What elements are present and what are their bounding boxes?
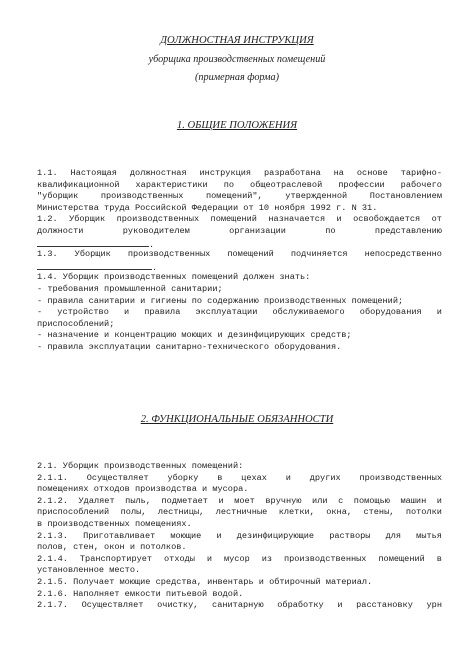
- form-note: (примерная форма): [195, 72, 279, 83]
- word: "уборщик: [37, 191, 79, 202]
- word: Уборщик: [74, 249, 111, 260]
- word: уборку: [167, 472, 199, 483]
- word: растворы: [329, 530, 371, 541]
- word: моющие: [170, 530, 202, 541]
- word: мытья: [416, 530, 442, 541]
- word: из: [261, 553, 273, 564]
- word: представлению: [374, 225, 442, 236]
- word: машин: [400, 495, 427, 506]
- word: квалификационной: [37, 179, 120, 190]
- word: основе: [356, 168, 388, 178]
- paragraph-line: [37, 180, 442, 192]
- paragraph-line: в производственных помещениях.: [37, 518, 192, 529]
- word: пыль,: [125, 495, 151, 506]
- word: Настоящая: [70, 168, 117, 178]
- word: утвержденной: [285, 191, 348, 202]
- word: организации: [229, 225, 286, 236]
- word: санитарную: [212, 600, 264, 611]
- word: 2.1.7.: [37, 600, 68, 611]
- list-item: - требования промышленной санитарии;: [37, 283, 223, 294]
- word: помещений: [210, 214, 257, 225]
- word: от: [431, 214, 442, 225]
- word: 2.1.2.: [37, 495, 68, 506]
- word: моет: [234, 495, 255, 506]
- word: Уборщик: [69, 214, 106, 225]
- list-item: приспособлений;: [37, 318, 115, 329]
- list-item: - назначение и концентрацию моющих и дезинфицирующих средств;: [37, 330, 352, 341]
- word: клетки,: [278, 507, 315, 518]
- document-title: ДОЛЖНОСТНАЯ ИНСТРУКЦИЯ: [160, 35, 314, 46]
- word: разработана: [264, 168, 321, 178]
- word: помещений",: [205, 191, 263, 202]
- list-item: - правила санитарии и гигиены по содержанию производственных помещений;: [37, 295, 404, 306]
- paragraph-line: [37, 226, 442, 238]
- paragraph-line: 2.1.6. Наполняет емкости питьевой водой.: [37, 588, 244, 599]
- word: на: [333, 168, 344, 178]
- word: тарифно-: [400, 168, 442, 178]
- word: и: [218, 495, 224, 506]
- word: и: [436, 495, 442, 506]
- list-item: [37, 307, 442, 319]
- word: Осуществляет: [86, 472, 149, 483]
- word: 2.1.4.: [37, 553, 68, 564]
- word: помощью: [353, 495, 390, 506]
- word: 1.3.: [37, 249, 58, 260]
- paragraph-line: [37, 531, 442, 543]
- word: с: [338, 495, 344, 506]
- word: и: [436, 307, 442, 318]
- word: обработку: [277, 600, 324, 611]
- word: Осуществляет: [81, 600, 144, 611]
- section-heading-general: 1. ОБЩИЕ ПОЛОЖЕНИЯ: [176, 120, 298, 131]
- word: 2.1.1.: [37, 472, 68, 483]
- word: отходы: [164, 553, 195, 564]
- word: очистку,: [157, 600, 199, 611]
- paragraph-line: [37, 191, 442, 203]
- word: в: [436, 553, 442, 564]
- word: в: [217, 472, 223, 483]
- word: производственных: [127, 249, 211, 260]
- word: 1.1.: [37, 168, 58, 178]
- word: помещений: [378, 553, 425, 564]
- word: полы,: [120, 507, 147, 518]
- word: цехах: [241, 472, 267, 483]
- paragraph-line: 2.1. Уборщик производственных помещений:: [37, 461, 244, 471]
- paragraph-line: Министерства труда Российской Федерации от 10 ноября 1992 г. N 31.: [37, 202, 378, 213]
- word: должностная: [129, 168, 187, 178]
- word: 1.2.: [37, 214, 58, 225]
- word: правила: [144, 307, 181, 318]
- word: дезинфицирующие: [236, 530, 315, 541]
- word: производственных: [359, 472, 442, 483]
- paragraph-line: 2.1.5. Получает моющие средства, инвентарь и обтирочный материал.: [37, 576, 373, 587]
- word: общеотраслевой: [250, 179, 323, 190]
- word: и: [123, 307, 130, 318]
- word: лестничные: [215, 507, 268, 518]
- word: Удаляет: [78, 495, 115, 506]
- word: освобождается: [353, 214, 421, 225]
- word: стены,: [363, 507, 395, 518]
- word: производственных: [116, 214, 200, 225]
- word: руководителем: [122, 225, 190, 236]
- paragraph-line: [37, 168, 442, 180]
- word: окна,: [326, 507, 353, 518]
- word: Постановлением: [369, 191, 442, 202]
- word: 2.1.3.: [37, 530, 68, 541]
- section-body-general: [37, 168, 442, 354]
- word: устройство: [57, 307, 109, 318]
- word: вручную: [265, 495, 302, 506]
- word: обслуживаемого: [272, 307, 345, 318]
- paragraph-line: [37, 214, 442, 226]
- word: назначается: [268, 214, 326, 225]
- paragraph-line: [37, 473, 442, 485]
- word: Транспортирует: [79, 553, 153, 564]
- word: профессии: [338, 179, 385, 190]
- word: оборудования: [359, 307, 422, 318]
- word: и: [285, 472, 291, 483]
- list-item: - правила эксплуатации санитарно-технического оборудования.: [37, 341, 342, 352]
- word: должности: [37, 225, 84, 236]
- word: рабочего: [400, 179, 442, 190]
- paragraph-line: [37, 600, 442, 612]
- paragraph-line: .: [37, 238, 442, 250]
- word: урн: [426, 600, 442, 611]
- word: инструкция: [199, 168, 252, 178]
- word: -: [37, 307, 43, 318]
- word: по: [223, 179, 235, 190]
- word: по: [325, 225, 336, 236]
- word: приспособлений: [37, 507, 110, 518]
- word: и: [336, 214, 342, 225]
- word: и: [337, 600, 343, 611]
- word: других: [309, 472, 341, 483]
- word: помещений: [227, 249, 274, 260]
- word: и: [216, 530, 222, 541]
- word: лестницы,: [157, 507, 205, 518]
- paragraph-line: помещениях отходов производства и мусора.: [37, 484, 249, 495]
- word: производственных: [283, 553, 367, 564]
- section-heading-duties: 2. ФУНКЦИОНАЛЬНЫЕ ОБЯЗАННОСТИ: [140, 414, 334, 425]
- paragraph-line: [37, 496, 442, 508]
- word: потолки: [405, 507, 442, 518]
- word: Приготавливает: [83, 530, 156, 541]
- paragraph-line: [37, 249, 442, 261]
- fill-in-blank: [37, 238, 149, 247]
- word: для: [385, 530, 402, 541]
- word: и: [206, 553, 213, 564]
- paragraph-line: установленное место.: [37, 565, 141, 576]
- word: эксплуатации: [195, 307, 258, 318]
- word: производственных: [100, 191, 184, 202]
- word: подчиняется: [290, 249, 348, 260]
- section-body-duties: [37, 461, 442, 612]
- word: расстановку: [356, 600, 413, 611]
- paragraph-line: .: [37, 261, 442, 273]
- paragraph-line: 1.4. Уборщик производственных помещений должен знать:: [37, 272, 311, 283]
- word: непосредственно: [364, 249, 442, 260]
- document-subtitle: уборщика производственных помещений: [148, 54, 326, 65]
- word: подметает: [161, 495, 208, 506]
- paragraph-line: полов, стен, окон и потолков.: [37, 542, 187, 553]
- paragraph-line: [37, 507, 442, 519]
- fill-in-blank: [37, 261, 152, 270]
- word: или: [312, 495, 328, 506]
- word: характеристики: [135, 179, 208, 190]
- word: мусор: [223, 553, 250, 564]
- paragraph-line: [37, 554, 442, 566]
